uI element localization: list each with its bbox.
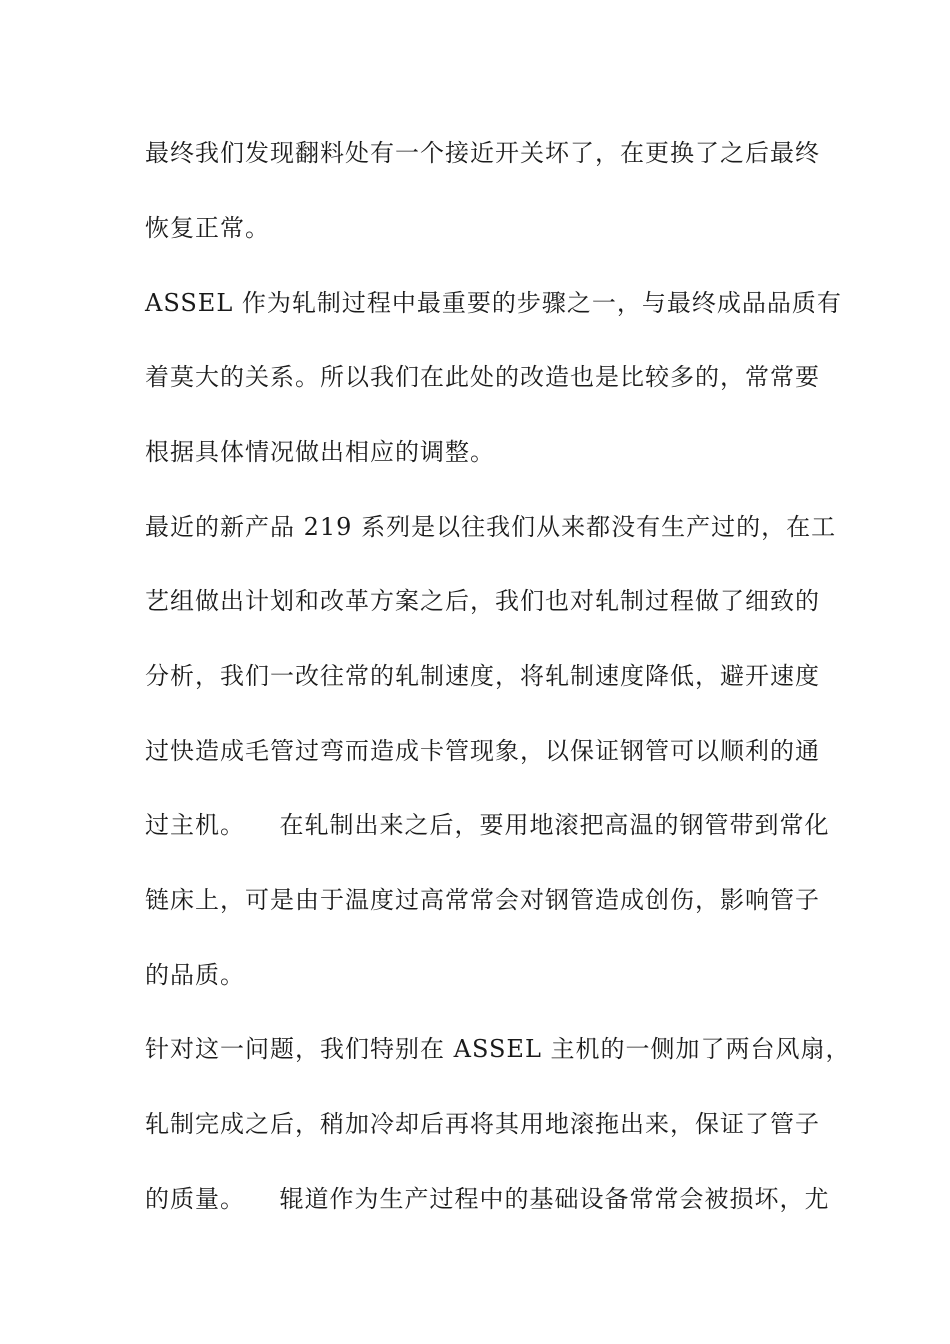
- text-line-5: 根据具体情况做出相应的调整。: [145, 438, 495, 466]
- text-line-1: 最终我们发现翻料处有一个接近开关坏了，在更换了之后最终: [145, 139, 820, 167]
- text-line-10: 过主机。 在轧制出来之后，要用地滚把高温的钢管带到常化: [145, 811, 830, 839]
- text-line-3: ASSEL 作为轧制过程中最重要的步骤之一，与最终成品品质有: [145, 289, 842, 317]
- text-line-9: 过快造成毛管过弯而造成卡管现象，以保证钢管可以顺利的通: [145, 737, 820, 765]
- text-line-13: 针对这一问题，我们特别在 ASSEL 主机的一侧加了两台风扇，: [145, 1035, 851, 1063]
- text-line-6: 最近的新产品 219 系列是以往我们从来都没有生产过的，在工: [145, 513, 837, 541]
- text-line-7: 艺组做出计划和改革方案之后，我们也对轧制过程做了细致的: [145, 587, 820, 615]
- text-line-11: 链床上，可是由于温度过高常常会对钢管造成创伤，影响管子: [145, 886, 820, 914]
- text-line-2: 恢复正常。: [145, 214, 270, 242]
- text-line-12: 的品质。: [145, 961, 245, 989]
- text-line-4: 着莫大的关系。所以我们在此处的改造也是比较多的，常常要: [145, 363, 820, 391]
- text-line-15: 的质量。 辊道作为生产过程中的基础设备常常会被损坏，尤: [145, 1185, 830, 1213]
- text-line-14: 轧制完成之后，稍加冷却后再将其用地滚拖出来，保证了管子: [145, 1110, 820, 1138]
- text-line-8: 分析，我们一改往常的轧制速度，将轧制速度降低，避开速度: [145, 662, 820, 690]
